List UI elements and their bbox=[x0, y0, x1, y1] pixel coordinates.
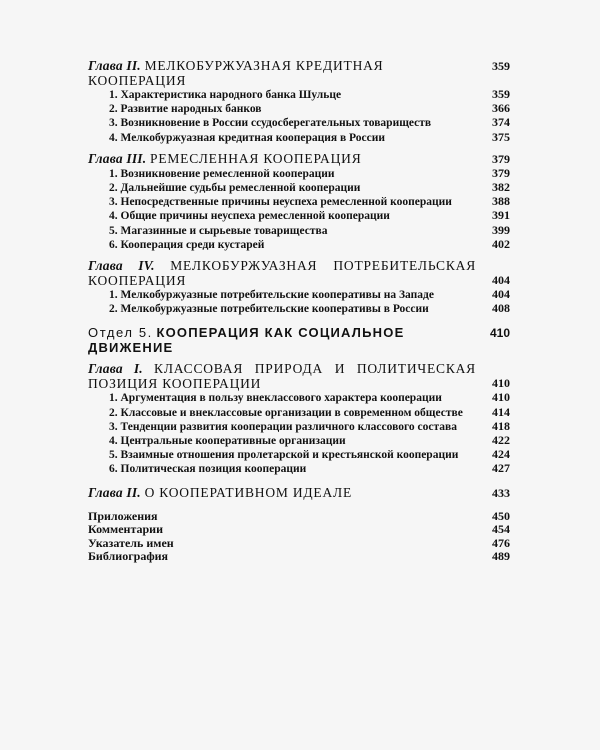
chapter-heading: Глава IV. МЕЛКОБУРЖУАЗНАЯ ПОТРЕБИТЕЛЬСКАЯ КООПЕРАЦИЯ 404 bbox=[88, 258, 510, 289]
toc-item: 2. Дальнейшие судьбы ремесленной кооперации 382 bbox=[109, 180, 510, 195]
toc-item: 5. Магазинные и сырьевые товарищества 399 bbox=[109, 222, 510, 237]
toc-item: 4. Мелкобуржуазная кредитная кооперация в России 375 bbox=[109, 129, 510, 144]
back-matter-item: Приложения 450 bbox=[88, 508, 510, 523]
section-heading: Отдел 5. КООПЕРАЦИЯ КАК СОЦИАЛЬНОЕ ДВИЖЕНИЕ 410 bbox=[88, 325, 510, 356]
toc-item: 1. Мелкобуржуазные потребительские кооперативы на Западе 404 bbox=[109, 287, 510, 302]
chapter-heading: Глава III. РЕМЕСЛЕННАЯ КООПЕРАЦИЯ 379 bbox=[88, 150, 510, 166]
chapter-heading: Глава I. КЛАССОВАЯ ПРИРОДА И ПОЛИТИЧЕСКАЯ ПОЗИЦИЯ КООПЕРАЦИИ 410 bbox=[88, 361, 510, 392]
toc-item: 6. Кооперация среди кустарей 402 bbox=[109, 236, 510, 251]
toc-item: 4. Центральные кооперативные организации 422 bbox=[109, 433, 510, 448]
chapter-heading: Глава II. МЕЛКОБУРЖУАЗНАЯ КРЕДИТНАЯ КООПЕРАЦИЯ 359 bbox=[88, 58, 510, 88]
toc-item: 4. Общие причины неуспеха ремесленной кооперации 391 bbox=[109, 208, 510, 223]
toc-item: 1. Возникновение ремесленной кооперации 379 bbox=[109, 165, 510, 180]
toc-item: 3. Тенденции развития кооперации различного классового состава 418 bbox=[109, 418, 510, 433]
toc-item: 2. Развитие народных банков 366 bbox=[109, 101, 510, 116]
back-matter-item: Указатель имен 476 bbox=[88, 535, 510, 550]
toc-item: 1. Характеристика народного банка Шульце 359 bbox=[109, 87, 510, 101]
toc-item: 2. Мелкобуржуазные потребительские кооперативы в России 408 bbox=[109, 301, 510, 316]
chapter-heading: Глава II. О КООПЕРАТИВНОМ ИДЕАЛЕ 433 bbox=[88, 484, 510, 500]
toc-item: 6. Политическая позиция кооперации 427 bbox=[109, 461, 510, 476]
back-matter-item: Комментарии 454 bbox=[88, 522, 510, 537]
table-of-contents bbox=[88, 52, 510, 564]
back-matter bbox=[88, 510, 510, 564]
toc-item: 5. Взаимные отношения пролетарской и крестьянской кооперации 424 bbox=[109, 447, 510, 462]
toc-item: 3. Возникновение в России ссудосберегательных товариществ 374 bbox=[109, 115, 510, 130]
toc-item: 1. Аргументация в пользу внеклассового характера кооперации 410 bbox=[109, 390, 510, 405]
back-matter-item: Библиография 489 bbox=[88, 549, 510, 564]
toc-item: 2. Классовые и внеклассовые организации в современном обществе 414 bbox=[109, 404, 510, 419]
toc-item: 3. Непосредственные причины неуспеха ремесленной кооперации 388 bbox=[109, 194, 510, 209]
